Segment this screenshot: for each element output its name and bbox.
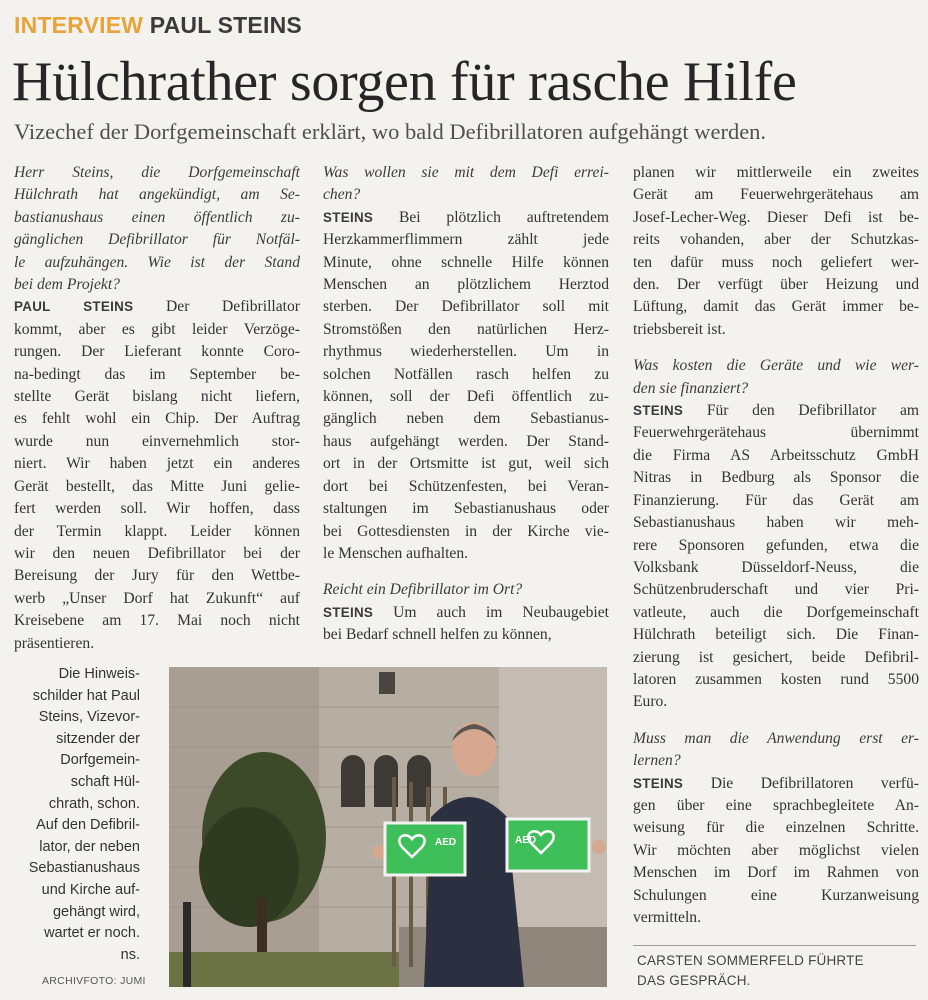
aed-sign-left	[385, 823, 465, 875]
text-line: chen?	[323, 186, 361, 204]
article-column-2	[323, 162, 609, 647]
text-line: rungen. Der Lieferant konnte Coro-	[14, 343, 300, 361]
speaker-label: STEINS	[323, 209, 374, 225]
headline: Hülchrather sorgen für rasche Hilfe	[12, 51, 797, 113]
text-line: bei Gottesdiensten in der Kirche vie-	[323, 522, 609, 540]
photo-credit: ARCHIVFOTO: JUMI	[42, 975, 146, 987]
text-line: DAS GESPRÄCH.	[637, 973, 751, 988]
text-line: Minute, ohne schnelle Hilfe können	[323, 253, 609, 271]
text-line: dort bei Schützenfesten, bei Veran-	[323, 477, 609, 495]
text-line: Herzkammerflimmern zählt jede	[323, 231, 609, 249]
text-line: gen über eine sprachbegleitete An-	[633, 796, 919, 814]
answer-1-first-line: Der Defibrillator	[133, 298, 300, 316]
speaker-label: PAUL STEINS	[14, 299, 134, 315]
text-line: Die Hinweis-	[58, 666, 140, 682]
text-line: Stromstößen den natürlichen Herz-	[323, 320, 609, 338]
text-line: Herr Steins, die Dorfgemeinschaft	[14, 164, 300, 181]
text-line: Hülchrath beteiligt sich. Die Finan-	[633, 626, 919, 644]
text-line: es fehlt wohl ein Chip. Der Auftrag	[14, 410, 300, 428]
text-line: Bereisung der Jury für den Wettbe-	[14, 567, 300, 585]
text-line: gänglich neben dem Sebastianus-	[323, 410, 609, 428]
text-line: Dorfgemein-	[60, 752, 140, 769]
person-head	[452, 722, 496, 776]
kicker-label: INTERVIEW	[14, 12, 144, 38]
byline	[637, 951, 917, 991]
text-line: Gerät bestellt, das Mitte Juni gelie-	[14, 477, 300, 495]
text-line: rhythmus wiederherstellen. Um in	[323, 343, 609, 361]
svg-text:AED: AED	[435, 837, 457, 848]
answer-4-body	[633, 422, 919, 713]
text-line: schaft Hül-	[70, 773, 140, 790]
text-line: planen wir mittlerweile ein zweites	[633, 164, 919, 181]
answer-1	[14, 296, 300, 318]
text-line: Muss man die Anwendung erst er-	[633, 729, 919, 747]
svg-text:AED: AED	[515, 835, 537, 846]
text-line: Finanzierung. Für das Gerät am	[633, 491, 919, 509]
text-line: den. Der verfügt über Heizung und	[633, 276, 919, 294]
text-line: vatleute, auch die Dorfgemeinschaft	[633, 603, 919, 621]
question-3	[323, 579, 609, 601]
answer-3-body	[323, 624, 609, 646]
answer-3	[323, 602, 609, 624]
text-line: bei dem Projekt?	[14, 276, 120, 294]
text-line: haus aufgehängt werden. Der Stand-	[323, 432, 609, 450]
text-line: Josef-Lecher-Weg. Dieser Defi ist be-	[633, 208, 919, 226]
lamp-post	[183, 902, 191, 987]
answer-2	[323, 207, 609, 229]
speaker-label: STEINS	[633, 775, 684, 791]
text-line: Gerät am Feuerwehrgerätehaus am	[633, 186, 919, 204]
article-column-3	[633, 162, 919, 929]
answer-3-continued	[633, 162, 919, 341]
subheadline: Vizechef der Dorfgemeinschaft erklärt, wo bald Defibrillatoren aufgehängt werden.	[14, 119, 767, 144]
text-line: sterben. Der Defibrillator soll mit	[323, 298, 609, 316]
text-line: wartet er noch.	[44, 925, 140, 942]
text-line: rere Sponsoren gefunden, etwa die	[633, 536, 919, 554]
text-line: Was kosten die Geräte und wie wer-	[633, 357, 919, 375]
text-line: die Firma AS Arbeitsschutz GmbH	[633, 446, 919, 464]
text-line: Kreisebene am 17. Mai noch nicht	[14, 612, 300, 630]
answer-5-first-line: Die Defibrillatoren verfü-	[683, 774, 919, 792]
answer-5-body	[633, 795, 919, 929]
text-line: Menschen an plötzlichem Herztod	[323, 276, 609, 294]
text-line: ns.	[120, 946, 140, 963]
speaker-label: STEINS	[633, 403, 684, 419]
text-line: wir den neuen Defibrillator bei der	[14, 544, 300, 562]
text-line: ten dafür muss noch geliefert wer-	[633, 253, 919, 271]
text-line: gehängt wird,	[52, 903, 140, 920]
text-line: chrath, schon.	[48, 795, 140, 812]
text-line: Sebastianushaus	[28, 860, 140, 877]
text-line: niert. Wir haben jetzt ein anderes	[14, 455, 300, 473]
text-line: zierung ist gesichert, beide Defibril-	[633, 648, 919, 666]
text-line: reits vohanden, aber der Schutzkas-	[633, 231, 919, 249]
question-5	[633, 728, 919, 773]
text-line: lator, der neben	[39, 838, 140, 855]
answer-4-first-line: Für den Defibrillator am	[683, 402, 919, 420]
article-photo	[169, 667, 607, 987]
text-line: bei Bedarf schnell helfen zu können,	[323, 626, 552, 644]
text-line: latoren zusammen kosten rund 5500	[633, 670, 919, 688]
text-line: bastianushaus einen öffentlich zu-	[14, 208, 300, 226]
text-line: CARSTEN SOMMERFELD FÜHRTE	[637, 953, 864, 968]
answer-1-body	[14, 319, 300, 655]
text-line: Volksbank Düsseldorf-Neuss, die	[633, 558, 919, 576]
photo-caption	[14, 664, 140, 966]
text-line: Schulungen eine Kurzanweisung	[633, 886, 919, 904]
text-line: Steins, Vizevor-	[38, 709, 140, 726]
text-line: Was wollen sie mit dem Defi errei-	[323, 164, 609, 181]
text-line: Wir möchten aber möglichst vielen	[633, 841, 919, 859]
question-2	[323, 162, 609, 207]
text-line: na-bedingt das im September be-	[14, 365, 300, 383]
text-line: den sie finanziert?	[633, 379, 749, 397]
text-line: lernen?	[633, 752, 681, 770]
answer-2-body	[323, 229, 609, 565]
text-line: Schützenbruderschaft und vier Pri-	[633, 581, 919, 599]
answer-2-first-line: Bei plötzlich auftretendem	[373, 208, 609, 226]
question-1	[14, 162, 300, 296]
text-line: Reicht ein Defibrillator im Ort?	[323, 581, 523, 599]
text-line: schilder hat Paul	[32, 687, 140, 704]
text-line: le aufzuhängen. Wie ist der Stand	[14, 253, 300, 271]
window	[379, 672, 395, 694]
text-line: triebsbereit ist.	[633, 320, 726, 338]
text-line: und Kirche auf-	[41, 881, 140, 898]
text-line: Auf den Defibril-	[36, 817, 140, 834]
text-line: können, soll der Defi öffentlich zu-	[323, 388, 609, 406]
question-4	[633, 355, 919, 400]
answer-5	[633, 773, 919, 795]
speaker-label: STEINS	[323, 604, 374, 620]
text-line: stellte Gerät bislang nicht liefern,	[14, 388, 300, 406]
text-line: wurde nun einvernehmlich stor-	[14, 432, 300, 450]
text-line: Nitras in Bedburg als Sponsor die	[633, 469, 919, 487]
photo-illustration	[169, 667, 607, 987]
answer-3-first-line: Um auch im Neubaugebiet	[373, 603, 609, 621]
byline-rule	[633, 945, 916, 946]
text-line: präsentieren.	[14, 634, 95, 652]
text-line: werb „Unser Dorf hat Zukunft“ auf	[14, 589, 300, 607]
text-line: Feuerwehrgerätehaus übernimmt	[633, 424, 919, 442]
text-line: staltungen im Sebastianushaus oder	[323, 500, 609, 518]
text-line: solchen Notfällen rasch helfen zu	[323, 365, 609, 383]
arch-window	[341, 755, 365, 807]
answer-4	[633, 400, 919, 422]
text-line: sitzender der	[56, 730, 140, 747]
text-line: fert werden soll. Wir hoffen, dass	[14, 500, 300, 518]
aed-sign-right	[507, 819, 589, 871]
text-line: ort in der Ortsmitte ist gut, weil sich	[323, 455, 609, 473]
text-line: weisung für die einzelnen Schritte.	[633, 819, 919, 837]
kicker-name: PAUL STEINS	[149, 12, 302, 38]
text-line: Menschen im Dorf im Rahmen von	[633, 864, 919, 882]
text-line: Sebastianushaus haben wir meh-	[633, 514, 919, 532]
text-line: le Menschen aufhalten.	[323, 544, 469, 562]
text-line: Euro.	[633, 693, 668, 711]
kicker	[14, 12, 302, 39]
text-line: der Termin klappt. Leider können	[14, 522, 300, 540]
text-line: kommt, aber es gibt leider Verzöge-	[14, 320, 300, 338]
text-line: vermitteln.	[633, 909, 701, 926]
text-line: Hülchrath hat angekündigt, am Se-	[14, 186, 300, 204]
article-column-1	[14, 162, 300, 655]
text-line: gänglichen Defibrillator für Notfäl-	[14, 231, 300, 249]
text-line: Lüftung, damit das Gerät immer be-	[633, 298, 919, 316]
